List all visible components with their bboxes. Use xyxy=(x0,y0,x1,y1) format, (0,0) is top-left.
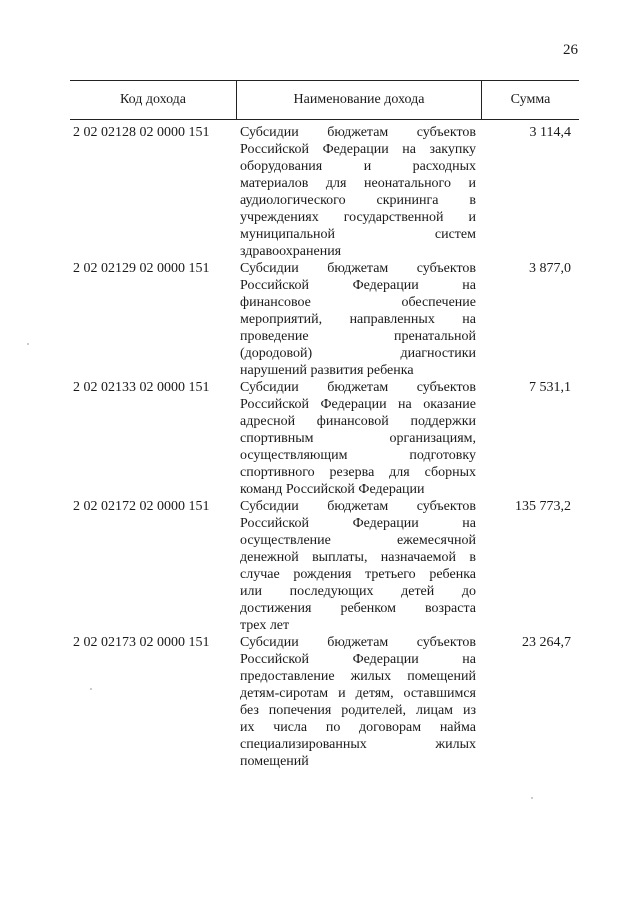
table-row xyxy=(70,379,579,498)
row-sum: 23 264,7 xyxy=(522,635,571,650)
row-code: 2 02 02133 02 0000 151 xyxy=(73,380,210,395)
row-name-line: нарушений развития ребенка xyxy=(240,363,414,378)
row-name-line: Субсидии бюджетам субъектов xyxy=(240,261,476,276)
row-sum: 7 531,1 xyxy=(529,380,571,395)
row-name-line: Субсидии бюджетам субъектов xyxy=(240,125,476,140)
row-name-line: Субсидии бюджетам субъектов xyxy=(240,635,476,650)
table-row xyxy=(70,634,579,770)
row-name-line: Субсидии бюджетам субъектов xyxy=(240,380,476,395)
row-name xyxy=(240,379,476,498)
row-name-line: (дородовой) диагностики xyxy=(240,346,476,361)
row-name-line: осуществляющим подготовку xyxy=(240,448,476,463)
scan-speck xyxy=(27,343,29,345)
row-name-line: мероприятий, направленных на xyxy=(240,312,476,327)
row-name-line: финансовое обеспечение xyxy=(240,295,476,310)
row-name-line: денежной выплаты, назначаемой в xyxy=(240,550,476,565)
row-name-line: материалов для неонатального и xyxy=(240,176,476,191)
scan-speck xyxy=(90,688,92,690)
table-header xyxy=(70,81,579,119)
header-name: Наименование дохода xyxy=(236,81,482,119)
row-name xyxy=(240,260,476,379)
row-name-line: аудиологического скрининга в xyxy=(240,193,476,208)
row-sum: 3 114,4 xyxy=(529,125,571,140)
row-name-line: Субсидии бюджетам субъектов xyxy=(240,499,476,514)
row-name-line: проведение пренатальной xyxy=(240,329,476,344)
row-name-line: Российской Федерации на xyxy=(240,278,476,293)
row-name-line: их числа по договорам найма xyxy=(240,720,476,735)
row-name-line: без попечения родителей, лицам из xyxy=(240,703,476,718)
revenue-table xyxy=(70,80,579,770)
row-name-line: трех лет xyxy=(240,618,290,633)
row-name-line: оборудования и расходных xyxy=(240,159,476,174)
scan-speck xyxy=(531,797,533,799)
header-code: Код дохода xyxy=(119,92,187,107)
row-name-line: учреждениях государственной и xyxy=(240,210,476,225)
table-row xyxy=(70,124,579,260)
row-name xyxy=(240,634,476,770)
table-row xyxy=(70,260,579,379)
header-sum: Сумма xyxy=(510,92,551,107)
row-name-line: Российской Федерации на закупку xyxy=(240,142,476,157)
row-sum: 3 877,0 xyxy=(529,261,571,276)
row-name-line: спортивным организациям, xyxy=(240,431,476,446)
row-name-line: или последующих детей до xyxy=(240,584,476,599)
row-name-line: адресной финансовой поддержки xyxy=(240,414,476,429)
row-name-line: команд Российской Федерации xyxy=(240,482,425,497)
row-name-line: помещений xyxy=(240,754,309,769)
row-name-line: специализированных жилых xyxy=(240,737,476,752)
table-body xyxy=(70,120,579,770)
row-name-line: детям-сиротам и детям, оставшимся xyxy=(240,686,476,701)
row-name-line: муниципальной систем xyxy=(240,227,476,242)
row-code: 2 02 02128 02 0000 151 xyxy=(73,125,210,140)
row-code: 2 02 02172 02 0000 151 xyxy=(73,499,210,514)
row-name-line: здравоохранения xyxy=(240,244,342,259)
row-name-line: Российской Федерации на xyxy=(240,516,476,531)
row-sum: 135 773,2 xyxy=(515,499,571,514)
row-name xyxy=(240,124,476,260)
row-code: 2 02 02129 02 0000 151 xyxy=(73,261,210,276)
page-number: 26 xyxy=(563,42,578,58)
row-name-line: случае рождения третьего ребенка xyxy=(240,567,476,582)
row-code: 2 02 02173 02 0000 151 xyxy=(73,635,210,650)
row-name-line: предоставление жилых помещений xyxy=(240,669,476,684)
row-name xyxy=(240,498,476,634)
row-name-line: осуществление ежемесячной xyxy=(240,533,476,548)
row-name-line: спортивного резерва для сборных xyxy=(240,465,476,480)
row-name-line: Российской Федерации на оказание xyxy=(240,397,476,412)
table-row xyxy=(70,498,579,634)
row-name-line: Российской Федерации на xyxy=(240,652,476,667)
row-name-line: достижения ребенком возраста xyxy=(240,601,476,616)
